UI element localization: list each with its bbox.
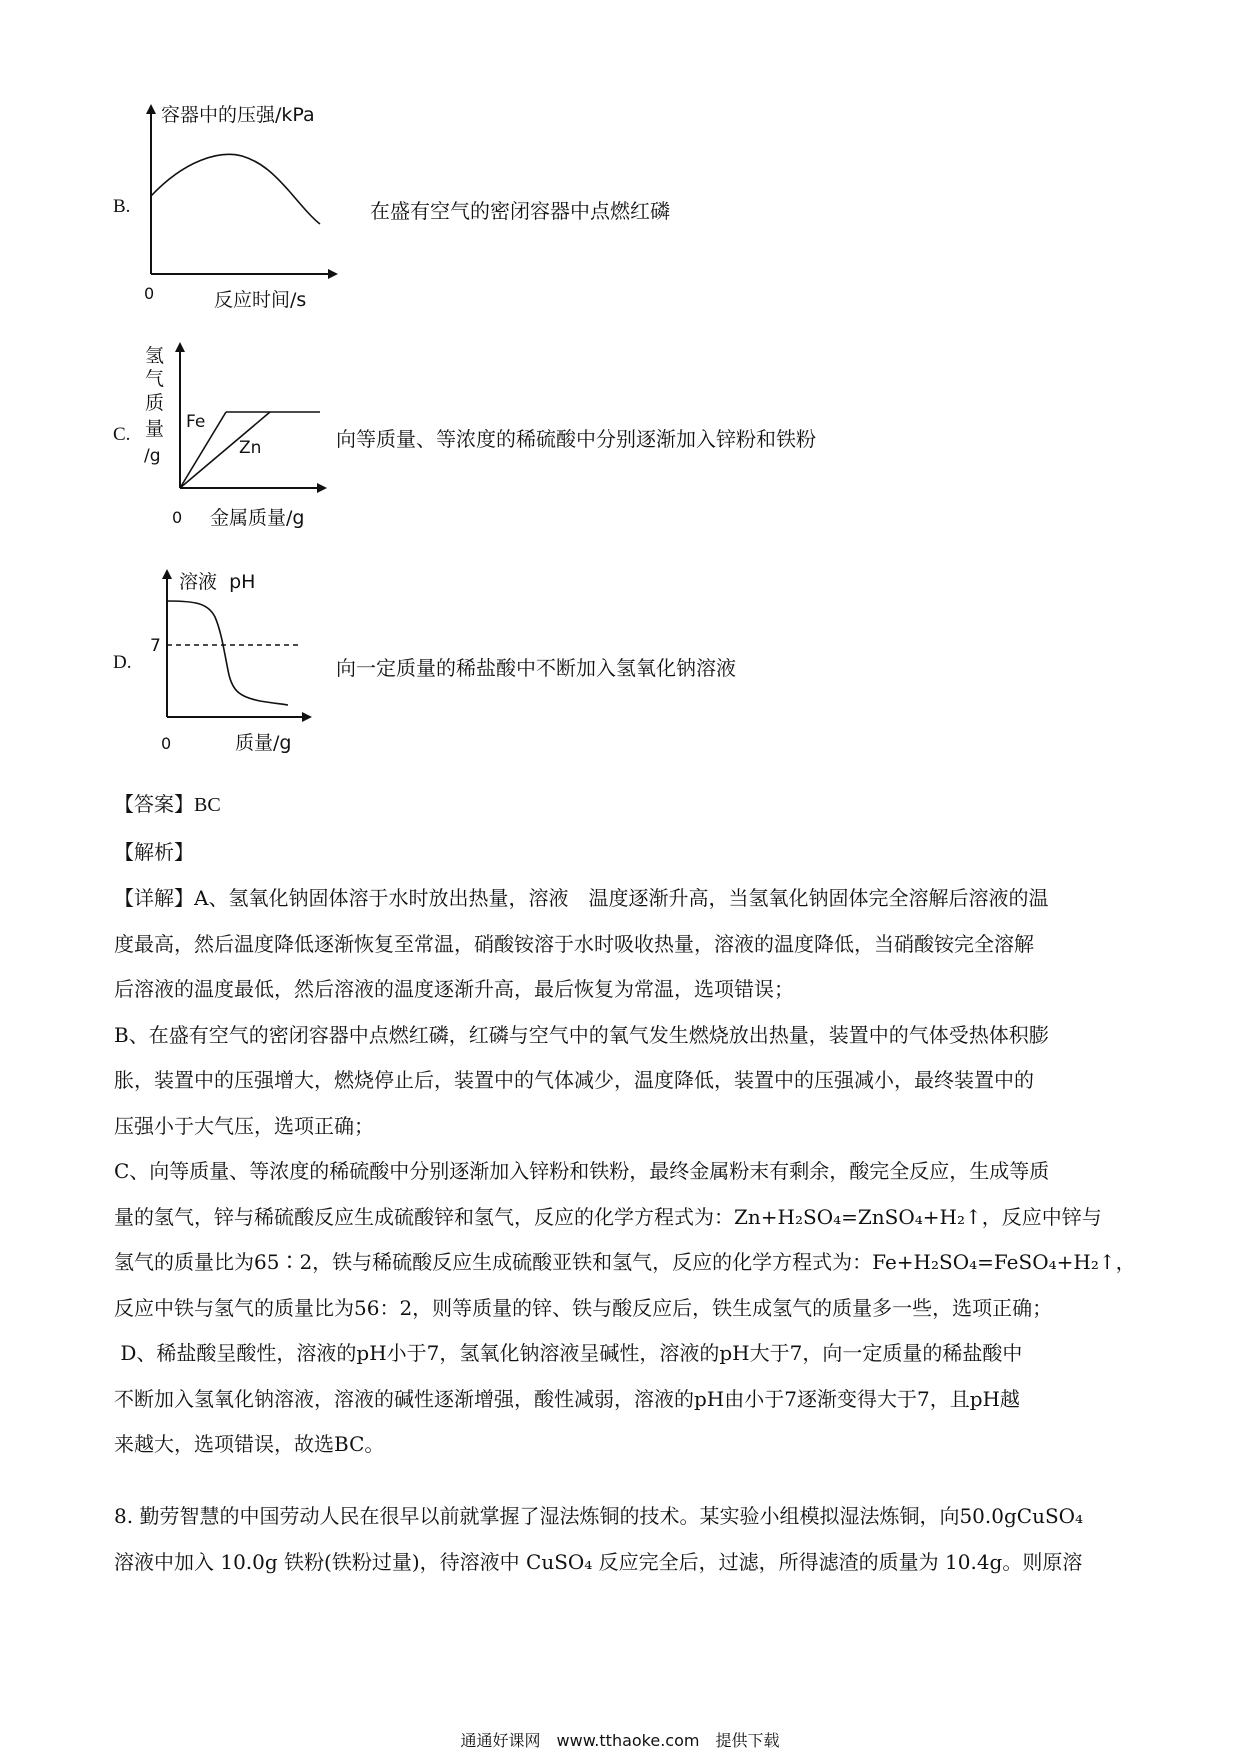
question-line: 8. 勤劳智慧的中国劳动人民在很早以前就掌握了湿法炼铜的技术。某实验小组模拟湿法炼铜，向50.0gCuSO₄ xyxy=(114,1504,1084,1528)
option-c-letter: C. xyxy=(113,424,131,445)
detail-line: B、在盛有空气的密闭容器中点燃红磷，红磷与空气中的氧气发生燃烧放出热量，装置中的气体受热体积膨 xyxy=(114,1022,1049,1047)
y-axis-label-line: 量 xyxy=(145,418,165,440)
fe-series-label: Fe xyxy=(186,412,206,432)
origin-label: 0 xyxy=(144,284,155,303)
answer-line xyxy=(114,788,221,817)
detail-line: 反应中铁与氢气的质量比为56：2，则等质量的锌、铁与酸反应后，铁生成氢气的质量多一些，选项正确； xyxy=(114,1295,1053,1320)
detail-line: 量的氢气，锌与稀硫酸反应生成硫酸锌和氢气，反应的化学方程式为：Zn+H₂SO₄=ZnSO₄+H₂↑，反应中锌与 xyxy=(114,1204,1102,1229)
detail-line: 度最高，然后温度降低逐渐恢复至常温，硝酸铵溶于水时吸收热量，溶液的温度降低，当硝酸铵完全溶解 xyxy=(114,931,1034,956)
detail-line: 压强小于大气压，选项正确； xyxy=(114,1113,374,1138)
origin-label: 0 xyxy=(161,734,172,753)
option-b-graph xyxy=(140,100,370,315)
answer-label: 【答案】 xyxy=(114,792,194,816)
detail-line: 【详解】A、氢氧化钠固体溶于水时放出热量，溶液 温度逐渐升高，当氢氧化钠固体完全溶解后溶液的温 xyxy=(114,886,1049,910)
x-axis-label: 金属质量/g xyxy=(210,507,305,529)
ph7-label: 7 xyxy=(150,636,161,656)
detail-line: C、向等质量、等浓度的稀硫酸中分别逐渐加入锌粉和铁粉，最终金属粉末有剩余，酸完全反应，生成等质 xyxy=(114,1159,1050,1183)
zn-series-label: Zn xyxy=(239,438,262,458)
y-axis-label-line: 气 xyxy=(145,368,165,390)
option-d-description: 向一定质量的稀盐酸中不断加入氢氧化钠溶液 xyxy=(336,656,736,680)
detail-line: 氢气的质量比为65∶2，铁与稀硫酸反应生成硫酸亚铁和氢气，反应的化学方程式为：Fe+H₂SO₄=FeSO₄+H₂↑， xyxy=(114,1250,1136,1274)
detail-line: 来越大，选项错误，故选BC。 xyxy=(114,1432,385,1456)
pressure-curve-tail xyxy=(290,192,320,224)
question-8 xyxy=(114,1494,1134,1585)
detail-line: 后溶液的温度最低，然后溶液的温度逐渐升高，最后恢复为常温，选项错误； xyxy=(114,977,794,1001)
detail-line: 胀，装置中的压强增大，燃烧停止后，装置中的气体减少，温度降低，装置中的压强减小，最终装置中的 xyxy=(114,1068,1034,1092)
detail-line: 不断加入氢氧化钠溶液，溶液的碱性逐渐增强，酸性减弱，溶液的pH由小于7逐渐变得大于7，且pH越 xyxy=(114,1386,1020,1411)
detail-explanation xyxy=(114,876,1134,1468)
y-axis-label: 容器中的压强/kPa xyxy=(161,104,315,126)
option-c-graph xyxy=(140,340,340,535)
pressure-curve xyxy=(151,154,290,196)
option-b-letter: B. xyxy=(113,196,131,217)
option-d-graph xyxy=(140,567,340,762)
option-d-letter: D. xyxy=(113,652,132,673)
option-c-description: 向等质量、等浓度的稀硫酸中分别逐渐加入锌粉和铁粉 xyxy=(336,427,816,451)
y-axis-label-line: 质 xyxy=(145,392,165,414)
y-axis-label-line: 氢 xyxy=(145,345,165,367)
origin-label: 0 xyxy=(172,508,183,527)
x-axis-label: 质量/g xyxy=(235,732,292,754)
detail-line: D、稀盐酸呈酸性，溶液的pH小于7，氢氧化钠溶液呈碱性，溶液的pH大于7，向一定质量的稀盐酸中 xyxy=(114,1341,1023,1365)
analysis-label: 【解析】 xyxy=(114,840,194,864)
page-footer: 通通好课网 www.tthaoke.com 提供下载 xyxy=(460,1731,780,1750)
option-b-description: 在盛有空气的密闭容器中点燃红磷 xyxy=(370,199,670,223)
y-axis-label-line: /g xyxy=(144,446,161,466)
ph-curve xyxy=(167,601,288,705)
x-axis-label: 反应时间/s xyxy=(214,289,307,311)
question-line: 溶液中加入 10.0g 铁粉(铁粉过量)，待溶液中 CuSO₄ 反应完全后，过滤，所得滤渣的质量为 10.4g。则原溶 xyxy=(114,1549,1083,1574)
y-axis-label: 溶液 pH xyxy=(179,571,256,593)
answer-value: BC xyxy=(194,794,221,816)
